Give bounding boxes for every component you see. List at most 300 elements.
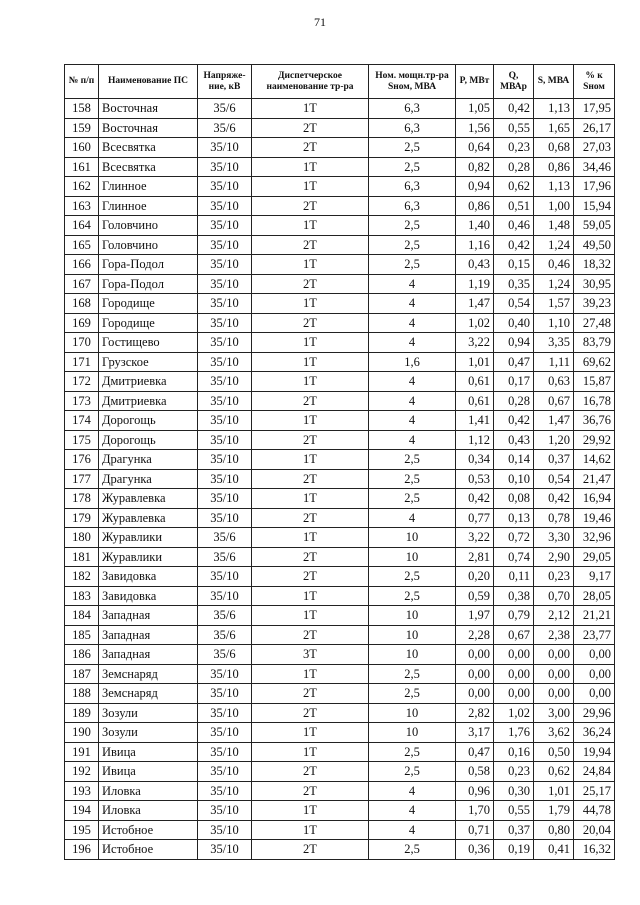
cell-pct: 34,46 <box>574 157 615 177</box>
table-row <box>65 801 615 821</box>
cell-dispatch: 1Т <box>252 820 369 840</box>
cell-dispatch: 1Т <box>252 177 369 197</box>
cell-rating: 2,5 <box>369 489 456 509</box>
cell-dispatch: 2Т <box>252 469 369 489</box>
cell-p: 0,43 <box>456 255 494 275</box>
cell-pct: 15,94 <box>574 196 615 216</box>
cell-s: 1,79 <box>534 801 574 821</box>
cell-dispatch: 2Т <box>252 391 369 411</box>
cell-pct: 83,79 <box>574 333 615 353</box>
cell-dispatch: 1Т <box>252 723 369 743</box>
cell-rating: 4 <box>369 820 456 840</box>
cell-pct: 17,96 <box>574 177 615 197</box>
cell-name: Западная <box>99 606 198 626</box>
table-row <box>65 625 615 645</box>
cell-s: 0,42 <box>534 489 574 509</box>
cell-dispatch: 1Т <box>252 489 369 509</box>
cell-voltage: 35/10 <box>198 274 252 294</box>
cell-num: 171 <box>65 352 99 372</box>
cell-pct: 0,00 <box>574 645 615 665</box>
header-s: S, МВА <box>534 65 574 99</box>
cell-p: 0,64 <box>456 138 494 158</box>
cell-pct: 36,76 <box>574 411 615 431</box>
cell-num: 163 <box>65 196 99 216</box>
cell-p: 1,47 <box>456 294 494 314</box>
cell-q: 0,37 <box>494 820 534 840</box>
cell-voltage: 35/10 <box>198 235 252 255</box>
cell-rating: 4 <box>369 294 456 314</box>
cell-p: 0,20 <box>456 567 494 587</box>
cell-num: 187 <box>65 664 99 684</box>
page-number: 71 <box>314 15 326 29</box>
cell-q: 0,43 <box>494 430 534 450</box>
cell-s: 1,13 <box>534 99 574 119</box>
cell-name: Восточная <box>99 99 198 119</box>
table-row <box>65 294 615 314</box>
cell-num: 185 <box>65 625 99 645</box>
cell-voltage: 35/10 <box>198 352 252 372</box>
cell-q: 0,28 <box>494 157 534 177</box>
cell-p: 1,01 <box>456 352 494 372</box>
cell-pct: 23,77 <box>574 625 615 645</box>
cell-p: 0,53 <box>456 469 494 489</box>
cell-q: 0,30 <box>494 781 534 801</box>
cell-q: 0,54 <box>494 294 534 314</box>
cell-p: 1,05 <box>456 99 494 119</box>
cell-name: Западная <box>99 645 198 665</box>
cell-p: 2,28 <box>456 625 494 645</box>
cell-name: Головчино <box>99 235 198 255</box>
cell-s: 0,37 <box>534 450 574 470</box>
cell-name: Зозули <box>99 723 198 743</box>
cell-rating: 6,3 <box>369 177 456 197</box>
cell-num: 195 <box>65 820 99 840</box>
cell-q: 0,00 <box>494 645 534 665</box>
cell-rating: 2,5 <box>369 742 456 762</box>
cell-rating: 4 <box>369 781 456 801</box>
cell-num: 190 <box>65 723 99 743</box>
cell-p: 1,97 <box>456 606 494 626</box>
cell-num: 182 <box>65 567 99 587</box>
cell-dispatch: 1Т <box>252 801 369 821</box>
cell-name: Ивица <box>99 742 198 762</box>
cell-name: Иловка <box>99 801 198 821</box>
cell-s: 1,48 <box>534 216 574 236</box>
cell-num: 186 <box>65 645 99 665</box>
cell-rating: 1,6 <box>369 352 456 372</box>
cell-p: 2,82 <box>456 703 494 723</box>
cell-s: 0,70 <box>534 586 574 606</box>
cell-num: 172 <box>65 372 99 392</box>
cell-dispatch: 2Т <box>252 138 369 158</box>
cell-q: 0,72 <box>494 528 534 548</box>
cell-pct: 9,17 <box>574 567 615 587</box>
cell-q: 0,16 <box>494 742 534 762</box>
cell-name: Западная <box>99 625 198 645</box>
cell-voltage: 35/10 <box>198 196 252 216</box>
cell-num: 184 <box>65 606 99 626</box>
cell-voltage: 35/10 <box>198 723 252 743</box>
cell-p: 1,02 <box>456 313 494 333</box>
cell-num: 169 <box>65 313 99 333</box>
cell-p: 0,94 <box>456 177 494 197</box>
table-row <box>65 684 615 704</box>
cell-rating: 4 <box>369 274 456 294</box>
cell-voltage: 35/6 <box>198 625 252 645</box>
table-body <box>65 99 615 860</box>
cell-pct: 19,94 <box>574 742 615 762</box>
substation-load-table <box>64 64 615 860</box>
cell-q: 0,42 <box>494 99 534 119</box>
cell-name: Завидовка <box>99 567 198 587</box>
cell-voltage: 35/10 <box>198 138 252 158</box>
cell-s: 3,35 <box>534 333 574 353</box>
cell-voltage: 35/10 <box>198 255 252 275</box>
cell-q: 0,47 <box>494 352 534 372</box>
cell-pct: 24,84 <box>574 762 615 782</box>
cell-rating: 2,5 <box>369 586 456 606</box>
header-voltage: Напряже-ние, кВ <box>198 65 252 99</box>
cell-p: 3,22 <box>456 528 494 548</box>
cell-dispatch: 2Т <box>252 625 369 645</box>
cell-pct: 25,17 <box>574 781 615 801</box>
cell-pct: 26,17 <box>574 118 615 138</box>
cell-pct: 27,48 <box>574 313 615 333</box>
cell-s: 1,01 <box>534 781 574 801</box>
table-row <box>65 840 615 860</box>
cell-dispatch: 1Т <box>252 606 369 626</box>
cell-rating: 10 <box>369 723 456 743</box>
cell-voltage: 35/10 <box>198 157 252 177</box>
cell-pct: 16,94 <box>574 489 615 509</box>
cell-voltage: 35/10 <box>198 469 252 489</box>
cell-num: 160 <box>65 138 99 158</box>
cell-s: 1,57 <box>534 294 574 314</box>
cell-voltage: 35/10 <box>198 450 252 470</box>
cell-name: Городище <box>99 313 198 333</box>
cell-pct: 19,46 <box>574 508 615 528</box>
cell-p: 2,81 <box>456 547 494 567</box>
cell-voltage: 35/6 <box>198 528 252 548</box>
cell-name: Глинное <box>99 177 198 197</box>
cell-pct: 29,96 <box>574 703 615 723</box>
table-row <box>65 723 615 743</box>
cell-pct: 59,05 <box>574 216 615 236</box>
table-row <box>65 313 615 333</box>
cell-voltage: 35/10 <box>198 840 252 860</box>
cell-q: 0,15 <box>494 255 534 275</box>
cell-pct: 15,87 <box>574 372 615 392</box>
cell-pct: 28,05 <box>574 586 615 606</box>
cell-name: Журавлевка <box>99 489 198 509</box>
cell-s: 1,20 <box>534 430 574 450</box>
cell-num: 183 <box>65 586 99 606</box>
cell-rating: 10 <box>369 528 456 548</box>
header-dispatch: Диспетчерское наименование тр-ра <box>252 65 369 99</box>
cell-dispatch: 1Т <box>252 586 369 606</box>
cell-q: 0,79 <box>494 606 534 626</box>
cell-voltage: 35/10 <box>198 781 252 801</box>
cell-s: 0,00 <box>534 684 574 704</box>
cell-voltage: 35/6 <box>198 606 252 626</box>
cell-pct: 29,05 <box>574 547 615 567</box>
cell-name: Журавлики <box>99 547 198 567</box>
cell-s: 0,86 <box>534 157 574 177</box>
cell-name: Городище <box>99 294 198 314</box>
cell-dispatch: 1Т <box>252 372 369 392</box>
table-row <box>65 469 615 489</box>
table-row <box>65 372 615 392</box>
table-row <box>65 99 615 119</box>
cell-p: 1,56 <box>456 118 494 138</box>
cell-name: Дмитриевка <box>99 391 198 411</box>
cell-voltage: 35/10 <box>198 333 252 353</box>
cell-p: 0,77 <box>456 508 494 528</box>
cell-q: 0,38 <box>494 586 534 606</box>
cell-p: 0,59 <box>456 586 494 606</box>
cell-name: Земснаряд <box>99 664 198 684</box>
cell-dispatch: 2Т <box>252 840 369 860</box>
cell-s: 1,13 <box>534 177 574 197</box>
cell-num: 193 <box>65 781 99 801</box>
cell-voltage: 35/6 <box>198 118 252 138</box>
cell-dispatch: 1Т <box>252 216 369 236</box>
cell-dispatch: 2Т <box>252 313 369 333</box>
cell-rating: 6,3 <box>369 196 456 216</box>
cell-num: 173 <box>65 391 99 411</box>
cell-q: 0,42 <box>494 235 534 255</box>
cell-voltage: 35/10 <box>198 742 252 762</box>
table-row <box>65 430 615 450</box>
cell-q: 0,00 <box>494 684 534 704</box>
cell-num: 188 <box>65 684 99 704</box>
cell-name: Истобное <box>99 840 198 860</box>
header-num: № п/п <box>65 65 99 99</box>
cell-s: 0,00 <box>534 664 574 684</box>
cell-voltage: 35/10 <box>198 177 252 197</box>
cell-dispatch: 2Т <box>252 196 369 216</box>
cell-pct: 16,32 <box>574 840 615 860</box>
cell-name: Всесвятка <box>99 157 198 177</box>
cell-p: 0,34 <box>456 450 494 470</box>
cell-s: 0,62 <box>534 762 574 782</box>
cell-rating: 2,5 <box>369 762 456 782</box>
table-row <box>65 391 615 411</box>
cell-s: 1,11 <box>534 352 574 372</box>
cell-q: 0,23 <box>494 138 534 158</box>
cell-num: 158 <box>65 99 99 119</box>
cell-num: 161 <box>65 157 99 177</box>
cell-dispatch: 1Т <box>252 450 369 470</box>
cell-name: Восточная <box>99 118 198 138</box>
table-row <box>65 216 615 236</box>
cell-name: Дмитриевка <box>99 372 198 392</box>
cell-pct: 30,95 <box>574 274 615 294</box>
cell-s: 0,67 <box>534 391 574 411</box>
cell-name: Иловка <box>99 781 198 801</box>
cell-num: 178 <box>65 489 99 509</box>
cell-p: 1,12 <box>456 430 494 450</box>
cell-name: Журавлики <box>99 528 198 548</box>
cell-s: 2,38 <box>534 625 574 645</box>
cell-num: 181 <box>65 547 99 567</box>
cell-q: 0,94 <box>494 333 534 353</box>
table-row <box>65 645 615 665</box>
cell-p: 0,00 <box>456 664 494 684</box>
cell-num: 196 <box>65 840 99 860</box>
table-row <box>65 547 615 567</box>
cell-dispatch: 1Т <box>252 99 369 119</box>
cell-voltage: 35/10 <box>198 489 252 509</box>
cell-q: 0,19 <box>494 840 534 860</box>
cell-rating: 2,5 <box>369 235 456 255</box>
table-row <box>65 781 615 801</box>
cell-s: 0,63 <box>534 372 574 392</box>
cell-p: 0,58 <box>456 762 494 782</box>
table-row <box>65 762 615 782</box>
cell-q: 0,51 <box>494 196 534 216</box>
cell-dispatch: 2Т <box>252 547 369 567</box>
cell-num: 174 <box>65 411 99 431</box>
cell-voltage: 35/10 <box>198 684 252 704</box>
header-name: Наименование ПС <box>99 65 198 99</box>
cell-p: 0,61 <box>456 372 494 392</box>
cell-voltage: 35/10 <box>198 313 252 333</box>
cell-q: 0,17 <box>494 372 534 392</box>
table-row <box>65 528 615 548</box>
table-row <box>65 352 615 372</box>
cell-q: 0,11 <box>494 567 534 587</box>
cell-rating: 2,5 <box>369 567 456 587</box>
cell-q: 1,76 <box>494 723 534 743</box>
cell-s: 1,65 <box>534 118 574 138</box>
table-row <box>65 586 615 606</box>
cell-name: Зозули <box>99 703 198 723</box>
table-row <box>65 157 615 177</box>
cell-q: 0,28 <box>494 391 534 411</box>
cell-pct: 32,96 <box>574 528 615 548</box>
cell-dispatch: 1Т <box>252 742 369 762</box>
cell-p: 0,61 <box>456 391 494 411</box>
cell-q: 0,46 <box>494 216 534 236</box>
cell-rating: 6,3 <box>369 99 456 119</box>
cell-rating: 10 <box>369 703 456 723</box>
cell-rating: 4 <box>369 372 456 392</box>
cell-q: 0,13 <box>494 508 534 528</box>
cell-dispatch: 1Т <box>252 411 369 431</box>
cell-voltage: 35/10 <box>198 391 252 411</box>
cell-name: Истобное <box>99 820 198 840</box>
cell-pct: 21,21 <box>574 606 615 626</box>
cell-name: Земснаряд <box>99 684 198 704</box>
cell-num: 180 <box>65 528 99 548</box>
cell-pct: 27,03 <box>574 138 615 158</box>
cell-q: 0,00 <box>494 664 534 684</box>
cell-pct: 0,00 <box>574 664 615 684</box>
cell-dispatch: 2Т <box>252 762 369 782</box>
cell-num: 167 <box>65 274 99 294</box>
cell-pct: 16,78 <box>574 391 615 411</box>
cell-s: 0,23 <box>534 567 574 587</box>
cell-rating: 4 <box>369 313 456 333</box>
cell-name: Завидовка <box>99 586 198 606</box>
cell-pct: 29,92 <box>574 430 615 450</box>
table-row <box>65 489 615 509</box>
cell-s: 2,90 <box>534 547 574 567</box>
cell-pct: 21,47 <box>574 469 615 489</box>
cell-rating: 4 <box>369 391 456 411</box>
cell-q: 0,14 <box>494 450 534 470</box>
cell-name: Драгунка <box>99 450 198 470</box>
cell-pct: 44,78 <box>574 801 615 821</box>
table-row <box>65 255 615 275</box>
cell-dispatch: 1Т <box>252 255 369 275</box>
cell-voltage: 35/6 <box>198 547 252 567</box>
cell-s: 1,10 <box>534 313 574 333</box>
cell-voltage: 35/10 <box>198 801 252 821</box>
cell-p: 3,22 <box>456 333 494 353</box>
cell-pct: 69,62 <box>574 352 615 372</box>
cell-num: 176 <box>65 450 99 470</box>
cell-s: 3,62 <box>534 723 574 743</box>
cell-voltage: 35/10 <box>198 567 252 587</box>
table-row <box>65 742 615 762</box>
cell-rating: 2,5 <box>369 157 456 177</box>
cell-pct: 14,62 <box>574 450 615 470</box>
cell-pct: 17,95 <box>574 99 615 119</box>
cell-num: 162 <box>65 177 99 197</box>
cell-name: Дорогощь <box>99 430 198 450</box>
table-row <box>65 118 615 138</box>
cell-num: 194 <box>65 801 99 821</box>
table-row <box>65 177 615 197</box>
cell-p: 1,16 <box>456 235 494 255</box>
cell-dispatch: 2Т <box>252 430 369 450</box>
cell-voltage: 35/10 <box>198 820 252 840</box>
cell-dispatch: 2Т <box>252 508 369 528</box>
cell-p: 0,00 <box>456 645 494 665</box>
table-row <box>65 333 615 353</box>
cell-q: 0,42 <box>494 411 534 431</box>
cell-pct: 49,50 <box>574 235 615 255</box>
table-row <box>65 274 615 294</box>
cell-s: 0,54 <box>534 469 574 489</box>
header-pct: % к Sном <box>574 65 615 99</box>
cell-s: 0,41 <box>534 840 574 860</box>
cell-num: 170 <box>65 333 99 353</box>
cell-s: 0,00 <box>534 645 574 665</box>
cell-name: Ивица <box>99 762 198 782</box>
cell-s: 0,46 <box>534 255 574 275</box>
cell-p: 1,40 <box>456 216 494 236</box>
cell-name: Гора-Подол <box>99 255 198 275</box>
cell-pct: 39,23 <box>574 294 615 314</box>
table-row <box>65 138 615 158</box>
cell-voltage: 35/10 <box>198 586 252 606</box>
cell-voltage: 35/10 <box>198 216 252 236</box>
cell-p: 0,71 <box>456 820 494 840</box>
cell-p: 1,41 <box>456 411 494 431</box>
cell-rating: 4 <box>369 801 456 821</box>
cell-voltage: 35/10 <box>198 664 252 684</box>
cell-num: 179 <box>65 508 99 528</box>
cell-rating: 10 <box>369 606 456 626</box>
cell-num: 165 <box>65 235 99 255</box>
table-row <box>65 703 615 723</box>
table-row <box>65 508 615 528</box>
cell-name: Дорогощь <box>99 411 198 431</box>
cell-name: Головчино <box>99 216 198 236</box>
